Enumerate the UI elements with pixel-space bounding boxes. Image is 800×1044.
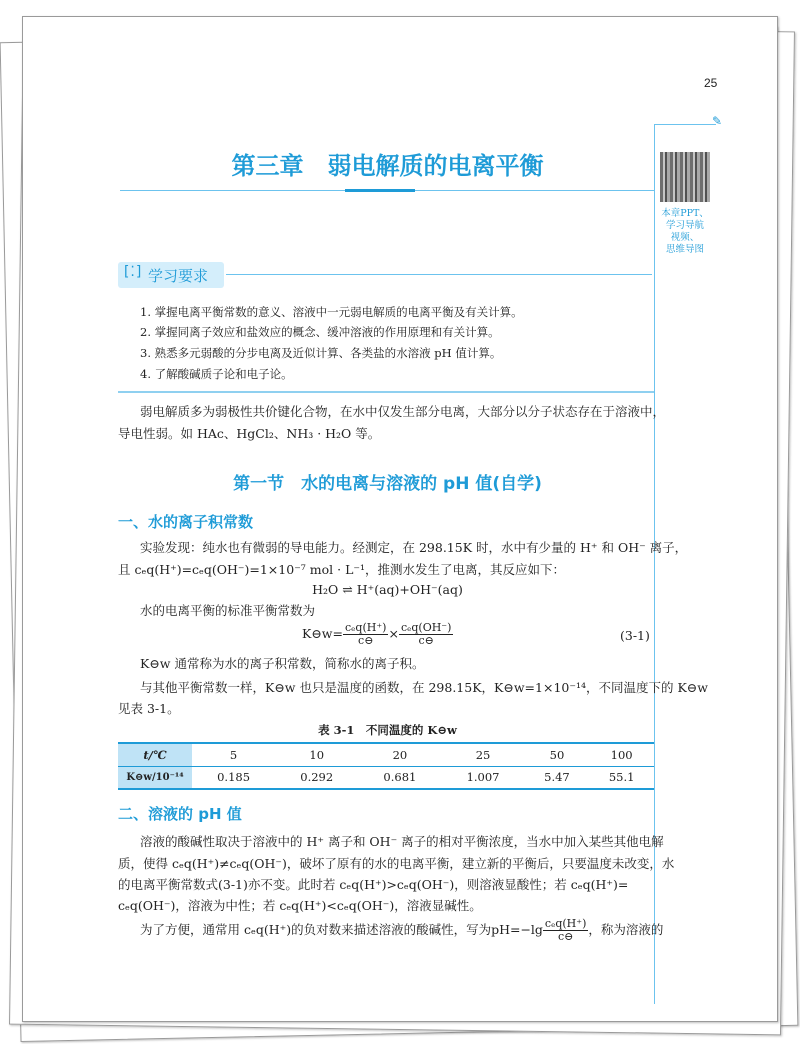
body-line: K⊖w 通常称为水的离子积常数，简称水的离子积。 xyxy=(140,656,425,671)
table-caption: 表 3-1 不同温度的 K⊖w xyxy=(318,723,457,737)
intro-line: 弱电解质多为弱极性共价键化合物，在水中仅发生部分电离，大部分以分子状态存在于溶液中， xyxy=(140,404,666,419)
table-cell: 5 xyxy=(229,747,238,762)
margin-rule xyxy=(654,124,655,1004)
table-cell: 10 xyxy=(309,747,325,762)
subsection-title: 二、溶液的 pH 值 xyxy=(118,805,242,823)
table-cell: 0.185 xyxy=(217,770,251,785)
page-number: 25 xyxy=(704,76,718,90)
body-line: cₑq(OH⁻)，溶液为中性；若 cₑq(H⁺)<cₑq(OH⁻)，溶液显碱性。 xyxy=(118,898,482,913)
table-row xyxy=(118,743,654,766)
pen-icon: ✎ xyxy=(712,114,723,128)
table-cell: 20 xyxy=(392,747,408,762)
table-row xyxy=(118,766,654,789)
qr-caption: 本章PPT、 学习导航 视频、 思维导图 xyxy=(661,208,709,255)
table-cell: 5.47 xyxy=(544,770,570,785)
requirements-heading: 学习要求 xyxy=(148,267,209,285)
body-line: 的电离平衡常数式(3-1)亦不变。此时若 cₑq(H⁺)>cₑq(OH⁻)，则溶液显酸性；若 cₑq(H⁺)= xyxy=(118,877,629,892)
row-header: K⊖w/10⁻¹⁴ xyxy=(118,766,192,789)
chapter-title: 第三章 弱电解质的电离平衡 xyxy=(231,152,544,180)
title-rule-accent xyxy=(345,189,415,192)
body-line: 为了方便，通常用 cₑq(H⁺)的负对数来描述溶液的酸碱性，写为pH=−lg $\frac{\text{cₑq(H⁺)}}{c⊖}$ ，称为溶液的 xyxy=(140,917,664,943)
requirement-item: 3. 熟悉多元弱酸的分步电离及近似计算、各类盐的水溶液 pH 值计算。 xyxy=(140,346,502,360)
reaction-equation: H₂O ⇌ H⁺(aq)+OH⁻(aq) xyxy=(312,582,463,597)
body-line: 与其他平衡常数一样，K⊖w 也只是温度的函数，在 298.15K，K⊖w=1×10⁻¹⁴，不同温度下的 K⊖w xyxy=(140,680,708,695)
row-header: t/℃ xyxy=(118,743,192,766)
table-cell: 55.1 xyxy=(608,770,635,785)
requirements-bottom-rule xyxy=(118,391,654,393)
qr-code[interactable] xyxy=(660,152,710,202)
table-cell: 50 xyxy=(549,747,565,762)
body-line: 见表 3-1。 xyxy=(118,701,180,716)
table-cell: 25 xyxy=(475,747,491,762)
table-cell: 1.007 xyxy=(466,770,500,785)
kw-table xyxy=(118,742,654,790)
body-line: 质，使得 cₑq(H⁺)≠cₑq(OH⁻)，破坏了原有的水的电离平衡，建立新的平衡后，只要温度未改变，水 xyxy=(118,856,675,871)
intro-line: 导电性弱。如 HAc、HgCl₂、NH₃ · H₂O 等。 xyxy=(118,426,381,441)
table-cell: 100 xyxy=(610,747,633,762)
body-line: 水的电离平衡的标准平衡常数为 xyxy=(140,603,316,618)
table-cell: 0.292 xyxy=(300,770,334,785)
requirements-rule xyxy=(226,274,652,275)
margin-top-rule xyxy=(654,124,716,125)
requirement-item: 4. 了解酸碱质子论和电子论。 xyxy=(140,367,293,381)
body-line: 实验发现：纯水也有微弱的导电能力。经测定，在 298.15K 时，水中有少量的 H⁺ 和 OH⁻ 离子， xyxy=(140,540,688,555)
table-cell: 0.681 xyxy=(383,770,417,785)
subsection-title: 一、水的离子积常数 xyxy=(118,513,254,531)
kw-equation: K⊖w= $\frac{\text{cₑq(H⁺)}}{c⊖}$ × $\frac{\text{cₑq(OH⁻)}}{c⊖}$ xyxy=(302,621,452,647)
body-line: 溶液的酸碱性取决于溶液中的 H⁺ 离子和 OH⁻ 离子的相对平衡浓度，当水中加入某些其他电解 xyxy=(140,834,664,849)
body-line: 且 cₑq(H⁺)=cₑq(OH⁻)=1×10⁻⁷ mol · L⁻¹，推测水发生了电离，其反应如下： xyxy=(118,562,565,577)
requirement-item: 1. 掌握电离平衡常数的意义、溶液中一元弱电解质的电离平衡及有关计算。 xyxy=(140,305,523,319)
equation-label: (3-1) xyxy=(620,628,650,643)
requirement-item: 2. 掌握同离子效应和盐效应的概念、缓冲溶液的作用原理和有关计算。 xyxy=(140,325,500,339)
bracket-icon: [⁚] xyxy=(122,264,144,280)
section-title: 第一节 水的电离与溶液的 pH 值(自学) xyxy=(233,474,542,494)
